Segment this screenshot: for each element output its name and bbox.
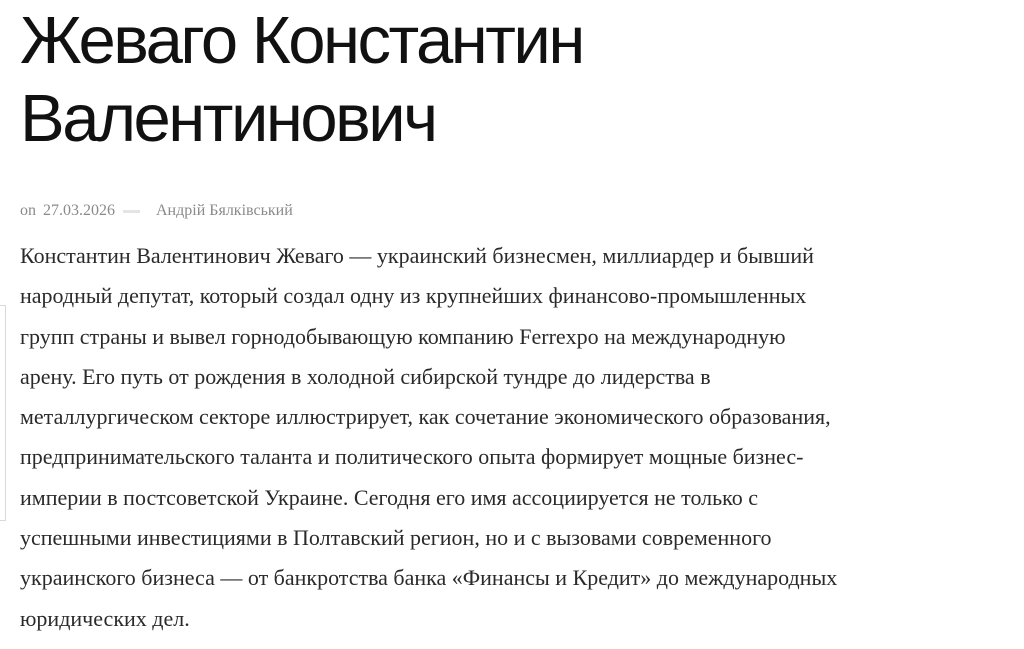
body-line: народный депутат, который создал одну из крупнейших финансово-промышленных <box>20 283 807 309</box>
meta-separator <box>123 210 140 213</box>
article-title-line-2: Валентинович <box>20 81 436 156</box>
publish-date: 27.03.2026 <box>43 202 115 219</box>
body-line: юридических дел. <box>20 605 190 631</box>
article-meta <box>20 202 293 220</box>
article-title <box>20 0 1020 158</box>
body-line: арену. Его путь от рождения в холодной сибирской тундре до лидерства в <box>20 363 711 389</box>
author-link[interactable]: Андрій Бялківський <box>156 202 293 219</box>
body-line: металлургическом секторе иллюстрирует, как сочетание экономического образования, <box>20 404 831 430</box>
body-line: украинского бизнеса — от банкротства банка «Финансы и Кредит» до международных <box>20 565 838 591</box>
side-panel-edge <box>0 305 6 521</box>
body-line: Константин Валентинович Жеваго — украинский бизнесмен, миллиардер и бывший <box>20 243 814 268</box>
article-body <box>20 236 1024 639</box>
meta-prefix: on <box>20 202 36 219</box>
body-line: успешными инвестициями в Полтавский регион, но и с вызовами современного <box>20 525 772 551</box>
article-title-line-1: Жеваго Константин <box>20 3 583 78</box>
body-line: предпринимательского таланта и политического опыта формирует мощные бизнес- <box>20 444 804 470</box>
article <box>20 0 1020 631</box>
body-line: империи в постсоветской Украине. Сегодня его имя ассоциируется не только с <box>20 484 758 510</box>
body-line: групп страны и вывел горнодобывающую компанию Ferrexpo на международную <box>20 323 786 349</box>
